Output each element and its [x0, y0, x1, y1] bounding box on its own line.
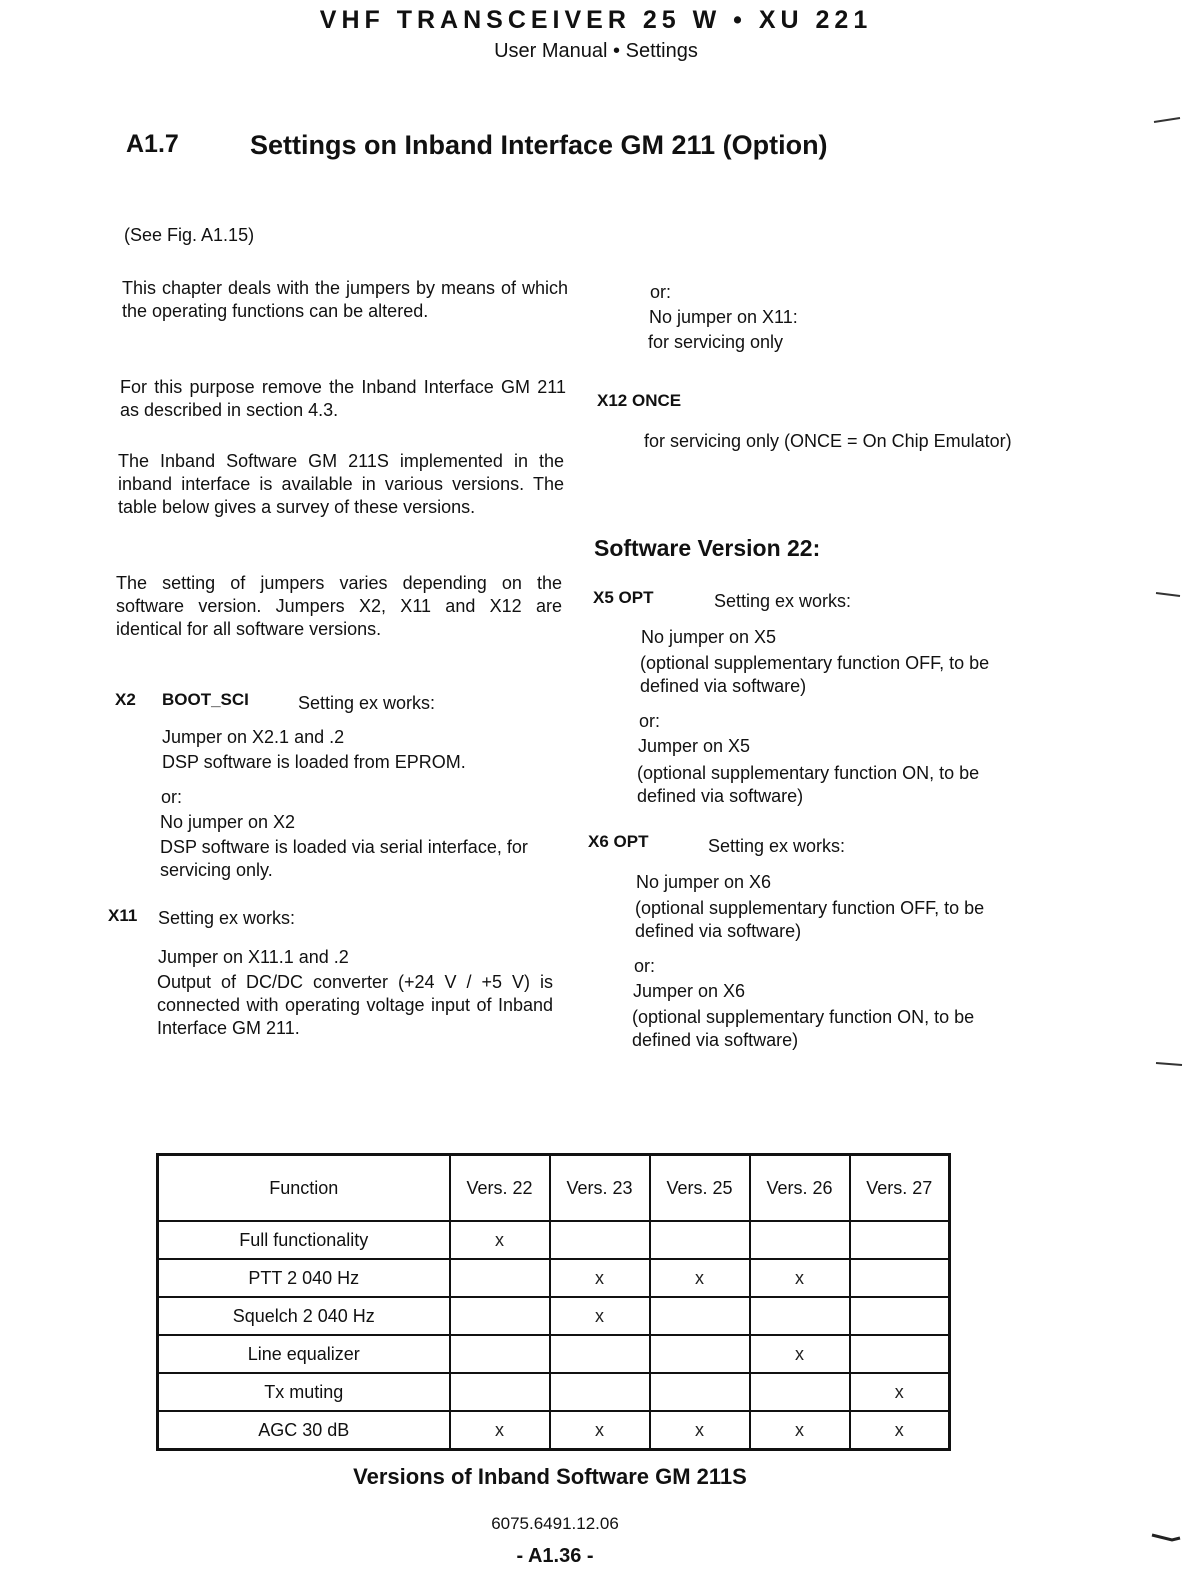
- x12-desc: for servicing only (ONCE = On Chip Emulator): [644, 431, 1012, 451]
- function-cell: PTT 2 040 Hz: [158, 1259, 450, 1297]
- version-mark-cell: x: [650, 1259, 750, 1297]
- x2-setting-label: Setting ex works:: [298, 693, 436, 713]
- header-vers-22: Vers. 22: [450, 1155, 550, 1222]
- version-mark-cell: [650, 1335, 750, 1373]
- version-mark-cell: [650, 1373, 750, 1411]
- x6-default-jumper: No jumper on X6: [636, 872, 772, 892]
- version-mark-cell: [850, 1259, 950, 1297]
- version-mark-cell: x: [850, 1411, 950, 1450]
- version-mark-cell: [650, 1221, 750, 1259]
- version-mark-cell: [550, 1221, 650, 1259]
- x2-alt-jumper: No jumper on X2: [160, 812, 296, 832]
- version-mark-cell: [450, 1259, 550, 1297]
- x2-name: BOOT_SCI: [162, 690, 249, 709]
- section-number: A1.7: [126, 130, 179, 158]
- x2-default-jumper: Jumper on X2.1 and .2: [162, 727, 345, 747]
- version-mark-cell: x: [450, 1221, 550, 1259]
- x11-alt-jumper: No jumper on X11:: [649, 307, 798, 327]
- header-function: Function: [158, 1155, 450, 1222]
- version-mark-cell: x: [450, 1411, 550, 1450]
- document-number: 6075.6491.12.06: [491, 1514, 619, 1533]
- version-mark-cell: x: [550, 1259, 650, 1297]
- version-mark-cell: [850, 1221, 950, 1259]
- table-header-row: [158, 1155, 950, 1222]
- x5-alt-jumper: Jumper on X5: [638, 736, 751, 756]
- table-row: [158, 1411, 950, 1450]
- x2-alt-desc: DSP software is loaded via serial interface, for servicing only.: [160, 837, 528, 880]
- x2-default-desc: DSP software is loaded from EPROM.: [162, 752, 466, 772]
- x5-setting-label: Setting ex works:: [714, 591, 852, 611]
- x11-default-desc: Output of DC/DC converter (+24 V / +5 V) is connected with operating voltage input of Inband Interface GM 211.: [157, 972, 553, 1038]
- x6-alt-desc: (optional supplementary function ON, to be defined via software): [632, 1007, 975, 1050]
- x6-or: or:: [634, 956, 656, 976]
- x5-default-jumper: No jumper on X5: [641, 627, 777, 647]
- version-mark-cell: x: [550, 1297, 650, 1335]
- software-version-heading: Software Version 22:: [594, 535, 821, 561]
- version-mark-cell: [750, 1297, 850, 1335]
- version-mark-cell: [750, 1373, 850, 1411]
- version-mark-cell: [450, 1335, 550, 1373]
- table-row: [158, 1297, 950, 1335]
- version-mark-cell: [750, 1221, 850, 1259]
- x11-or: or:: [650, 282, 672, 302]
- x6-alt-jumper: Jumper on X6: [633, 981, 746, 1001]
- x6-default-desc: (optional supplementary function OFF, to be defined via software): [635, 898, 985, 941]
- version-mark-cell: [850, 1297, 950, 1335]
- header-vers-25: Vers. 25: [650, 1155, 750, 1222]
- header-vers-23: Vers. 23: [550, 1155, 650, 1222]
- function-cell: Squelch 2 040 Hz: [158, 1297, 450, 1335]
- x11-label: X11: [108, 906, 138, 925]
- removal-paragraph: For this purpose remove the Inband Interface GM 211 as described in section 4.3.: [120, 377, 566, 420]
- version-mark-cell: x: [850, 1373, 950, 1411]
- header-vers-27: Vers. 27: [850, 1155, 950, 1222]
- x2-or: or:: [161, 787, 183, 807]
- page-number: - A1.36 -: [516, 1545, 594, 1567]
- table-row: [158, 1221, 950, 1259]
- header-vers-26: Vers. 26: [750, 1155, 850, 1222]
- figure-reference: (See Fig. A1.15): [124, 225, 255, 245]
- version-mark-cell: [850, 1335, 950, 1373]
- scan-margin-marks: [1150, 110, 1190, 1570]
- table-caption: Versions of Inband Software GM 211S: [353, 1464, 747, 1489]
- table-row: [158, 1259, 950, 1297]
- function-cell: Line equalizer: [158, 1335, 450, 1373]
- x5-default-desc: (optional supplementary function OFF, to be defined via software): [640, 653, 990, 696]
- version-mark-cell: x: [650, 1411, 750, 1450]
- x5-or: or:: [639, 711, 661, 731]
- function-cell: Tx muting: [158, 1373, 450, 1411]
- function-cell: AGC 30 dB: [158, 1411, 450, 1450]
- table-row: [158, 1335, 950, 1373]
- version-mark-cell: [550, 1373, 650, 1411]
- document-header-subtitle: User Manual • Settings: [494, 40, 698, 62]
- versions-paragraph: The Inband Software GM 211S implemented in the inband interface is available in various versions. The table below gives a survey of these versions.: [118, 451, 564, 517]
- version-mark-cell: [450, 1373, 550, 1411]
- table-row: [158, 1373, 950, 1411]
- x5-alt-desc: (optional supplementary function ON, to be defined via software): [637, 763, 980, 806]
- x11-alt-desc: for servicing only: [648, 332, 784, 352]
- intro-paragraph: This chapter deals with the jumpers by means of which the operating functions can be altered.: [122, 278, 568, 321]
- version-mark-cell: [550, 1335, 650, 1373]
- version-mark-cell: x: [750, 1259, 850, 1297]
- x11-setting-label: Setting ex works:: [158, 908, 296, 928]
- document-header-title: VHF TRANSCEIVER 25 W • XU 221: [319, 6, 873, 34]
- x6-label: X6 OPT: [588, 832, 649, 851]
- x5-label: X5 OPT: [593, 588, 654, 607]
- x12-label: X12 ONCE: [597, 391, 682, 410]
- version-mark-cell: [650, 1297, 750, 1335]
- x11-default-jumper: Jumper on X11.1 and .2: [158, 947, 349, 967]
- software-versions-table: [156, 1153, 951, 1451]
- x6-setting-label: Setting ex works:: [708, 836, 846, 856]
- version-mark-cell: x: [750, 1411, 850, 1450]
- section-title: Settings on Inband Interface GM 211 (Option): [250, 130, 828, 160]
- function-cell: Full functionality: [158, 1221, 450, 1259]
- x2-label: X2: [115, 690, 136, 709]
- version-mark-cell: [450, 1297, 550, 1335]
- version-mark-cell: x: [750, 1335, 850, 1373]
- version-mark-cell: x: [550, 1411, 650, 1450]
- jumper-variation-paragraph: The setting of jumpers varies depending on the software version. Jumpers X2, X11 and X12 are identical for all software versions.: [116, 573, 562, 639]
